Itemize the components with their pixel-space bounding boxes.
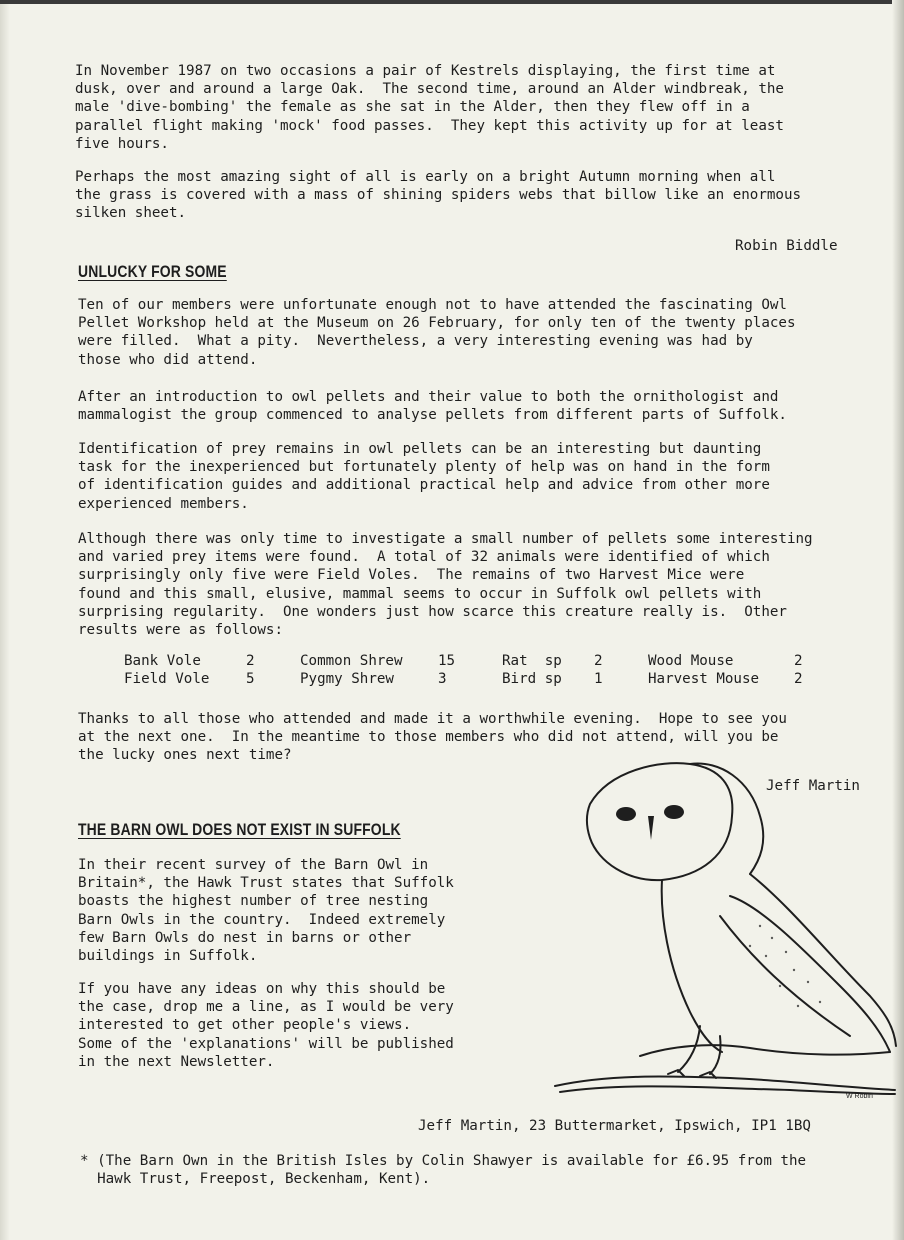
barn-owl-survey-paragraph: In their recent survey of the Barn Owl in Britain*, the Hawk Trust states that Suffolk boasts the highest number of tree nesting Barn Owls in the country. Indeed extremely few Barn Owls do nest in barns or other buildings in Suffolk. bbox=[78, 857, 454, 965]
owl-right-eye bbox=[664, 805, 684, 819]
result-count: 2 bbox=[794, 653, 803, 669]
barn-owl-illustration bbox=[550, 756, 900, 1101]
result-count: 5 bbox=[246, 671, 255, 687]
results-row bbox=[124, 670, 803, 688]
result-count: 2 bbox=[794, 671, 803, 687]
heading-unlucky-for-some: UNLUCKY FOR SOME bbox=[78, 262, 227, 281]
results-row bbox=[124, 652, 803, 670]
result-species: Wood Mouse bbox=[648, 653, 734, 669]
illustration-signature: W Robin bbox=[846, 1093, 873, 1100]
result-count: 2 bbox=[246, 653, 255, 669]
result-count: 2 bbox=[594, 653, 603, 669]
introduction-paragraph: After an introduction to owl pellets and their value to both the ornithologist and mammalogist the group commenced to analyse pellets from different parts of Suffolk. bbox=[78, 389, 787, 424]
result-count: 15 bbox=[438, 653, 456, 669]
identification-paragraph: Identification of prey remains in owl pellets can be an interesting but daunting task for the inexperienced but fortunately plenty of help was on hand in the form of identification guides and additional practical help and advice from other more experienced members. bbox=[78, 441, 770, 512]
result-species: Common Shrew bbox=[300, 653, 403, 669]
result-species: Bank Vole bbox=[124, 653, 201, 669]
thanks-paragraph: Thanks to all those who attended and made it a worthwhile evening. Hope to see you at the next one. In the meantime to those members who did not attend, will you be the lucky ones next time? bbox=[78, 711, 787, 764]
owl-beak bbox=[648, 816, 654, 840]
prey-items-paragraph: Although there was only time to investigate a small number of pellets some interesting and varied prey items were found. A total of 32 animals were identified of which surprisingly only five were Field Voles. The remains of two Harvest Mice were found and this small, elusive, mammal seems to occur in Suffolk owl pellets with surprising regularity. One wonders just how scarce this creature really is. Other results were as follows: bbox=[78, 531, 813, 639]
result-count: 3 bbox=[438, 671, 447, 687]
signature-robin-biddle: Robin Biddle bbox=[735, 238, 838, 254]
footnote: * (The Barn Own in the British Isles by Colin Shawyer is available for £6.95 from the Hawk Trust, Freepost, Beckenham, Kent). bbox=[80, 1153, 807, 1188]
result-species: Pygmy Shrew bbox=[300, 671, 394, 687]
signature-jeff-martin: Jeff Martin bbox=[766, 778, 860, 794]
result-species: Harvest Mouse bbox=[648, 671, 760, 687]
ideas-paragraph: If you have any ideas on why this should be the case, drop me a line, as I would be very interested to get other people's views. Some of the 'explanations' will be published in the next Newsletter. bbox=[78, 981, 454, 1070]
page-top-edge bbox=[0, 0, 904, 4]
result-species: Rat sp bbox=[502, 653, 562, 669]
owl-face-disc bbox=[587, 763, 732, 880]
spiders-web-paragraph: Perhaps the most amazing sight of all is early on a bright Autumn morning when all the grass is covered with a mass of shining spiders webs that billow like an enormous silken sheet. bbox=[75, 169, 802, 222]
page-left-edge bbox=[0, 0, 10, 1240]
owl-pellet-workshop-paragraph: Ten of our members were unfortunate enough not to have attended the fascinating Owl Pellet Workshop held at the Museum on 26 February, for only ten of the twenty places were filled. What a pity. Nevertheless, a very interesting evening was had by those who did attend. bbox=[78, 297, 796, 368]
heading-barn-owl: THE BARN OWL DOES NOT EXIST IN SUFFOLK bbox=[78, 820, 401, 839]
owl-left-eye bbox=[616, 807, 636, 821]
result-species: Field Vole bbox=[124, 671, 210, 687]
result-species: Bird sp bbox=[502, 671, 562, 687]
pellet-results-table bbox=[124, 652, 803, 688]
result-count: 1 bbox=[594, 671, 603, 687]
kestrel-paragraph: In November 1987 on two occasions a pair of Kestrels displaying, the first time at dusk, over and around a large Oak. The second time, around an Alder windbreak, the male 'dive-bombing' the female as she sat in the Alder, then they flew off in a parallel flight making 'mock' food passes. They kept this activity up for at least five hours. bbox=[75, 63, 784, 152]
contact-address: Jeff Martin, 23 Buttermarket, Ipswich, IP1 1BQ bbox=[418, 1118, 811, 1134]
